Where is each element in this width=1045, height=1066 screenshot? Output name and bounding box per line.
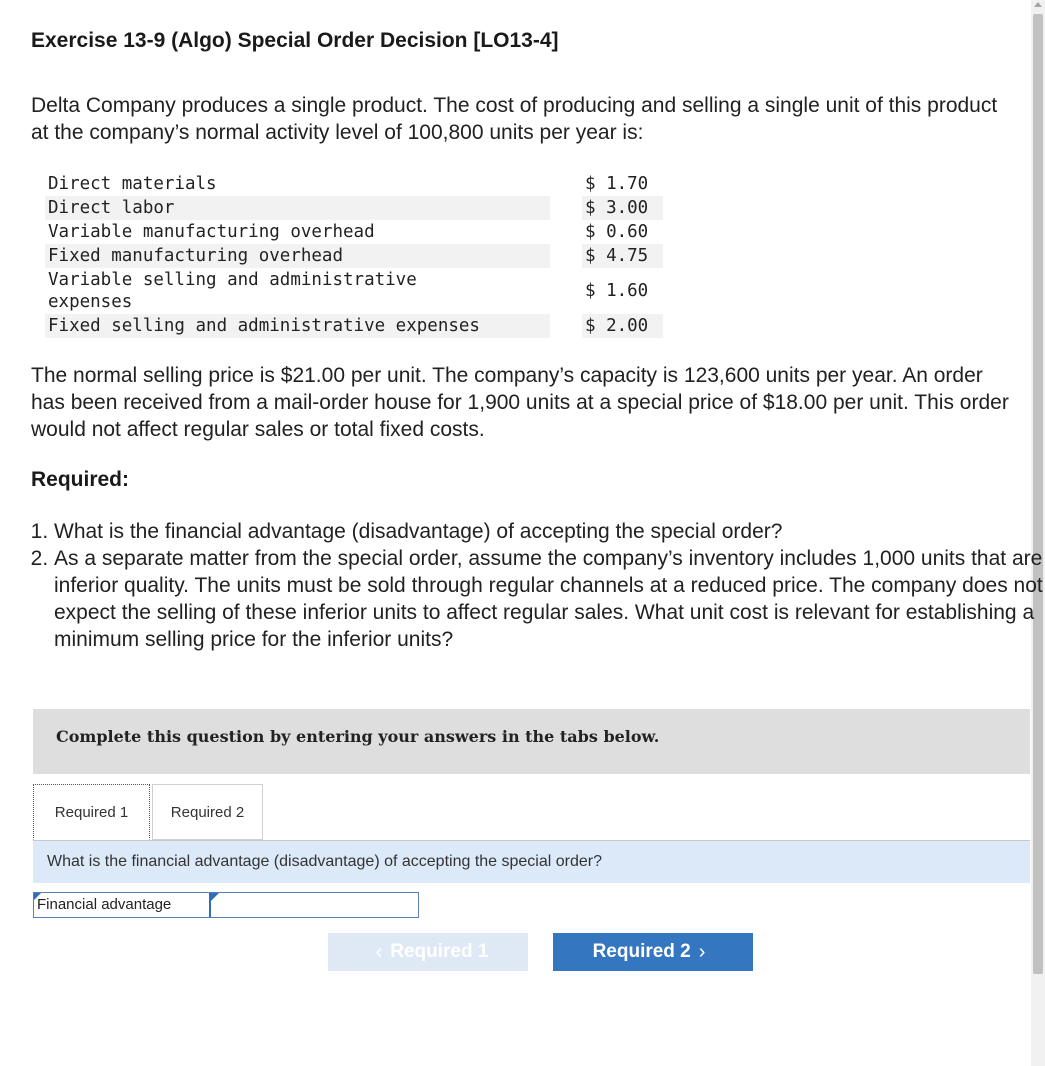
answer-input-wrapper: [211, 893, 418, 917]
cost-label: Variable selling and administrative expenses: [48, 270, 417, 312]
cost-row: [45, 220, 663, 244]
prev-required-button[interactable]: [328, 933, 528, 971]
cost-amount: $ 1.70: [585, 174, 649, 194]
cost-label: Direct labor: [45, 196, 550, 220]
cost-row: [45, 244, 663, 268]
intro-paragraph: Delta Company produces a single product. The cost of producing and selling a single unit of this product at the company’s normal activity level of 100,800 units per year is:: [31, 94, 998, 144]
order-paragraph: The normal selling price is $21.00 per unit. The company’s capacity is 123,600 units per year. An order has been received from a mail-order house for 1,900 units at a special price of $18.00 per unit. This order would not affect regular sales or total fixed costs.: [31, 364, 1009, 441]
cost-table: [45, 172, 663, 338]
cost-label: Variable manufacturing overhead: [48, 222, 375, 242]
cost-amount: $ 2.00: [582, 314, 663, 338]
cost-label: Fixed selling and administrative expenses: [45, 314, 550, 338]
banner-text: Complete this question by entering your answers in the tabs below.: [56, 727, 660, 746]
financial-advantage-input[interactable]: [211, 893, 418, 917]
answer-label: Financial advantage: [34, 893, 211, 917]
chevron-right-icon: ›: [698, 940, 706, 963]
question-list: [0, 518, 1045, 653]
cost-row: [45, 196, 663, 220]
page-title: Exercise 13-9 (Algo) Special Order Decision [LO13-4]: [31, 29, 559, 52]
next-required-button[interactable]: [553, 933, 753, 971]
instruction-banner: [33, 709, 1030, 774]
list-item: 2. As a separate matter from the special order, assume the company’s inventory includes 1,000 units that are inferior quality. The units must be sold through regular channels at a reduced price. The company does not expect the selling of these inferior units to affect regular sales. What unit cost is relevant for establishing a minimum selling price for the inferior units?: [54, 545, 1045, 653]
prev-button-label: Required 1: [390, 941, 489, 962]
cost-label: Direct materials: [48, 174, 217, 194]
list-item: 1. What is the financial advantage (disadvantage) of accepting the special order?: [54, 518, 1045, 545]
question-bar: [33, 841, 1030, 883]
next-button-label: Required 2: [592, 941, 691, 962]
tab-required-1[interactable]: Required 1: [33, 784, 150, 840]
scrollbar-thumb[interactable]: [1033, 14, 1043, 974]
cost-row: [45, 172, 663, 196]
tab-required-2[interactable]: Required 2: [152, 784, 263, 840]
scroll-up-arrow-icon[interactable]: [1034, 2, 1042, 7]
cost-amount: $ 0.60: [585, 222, 649, 242]
cost-amount: $ 4.75: [582, 244, 663, 268]
cost-amount: $ 3.00: [582, 196, 663, 220]
cost-row: [45, 314, 663, 338]
required-heading: Required:: [31, 468, 130, 491]
cost-label: Fixed manufacturing overhead: [45, 244, 550, 268]
active-question-text: What is the financial advantage (disadvantage) of accepting the special order?: [47, 853, 603, 870]
cost-amount: $ 1.60: [585, 281, 649, 301]
answer-row: [33, 892, 419, 918]
chevron-left-icon: ‹: [375, 940, 383, 963]
cost-row: [45, 268, 663, 314]
